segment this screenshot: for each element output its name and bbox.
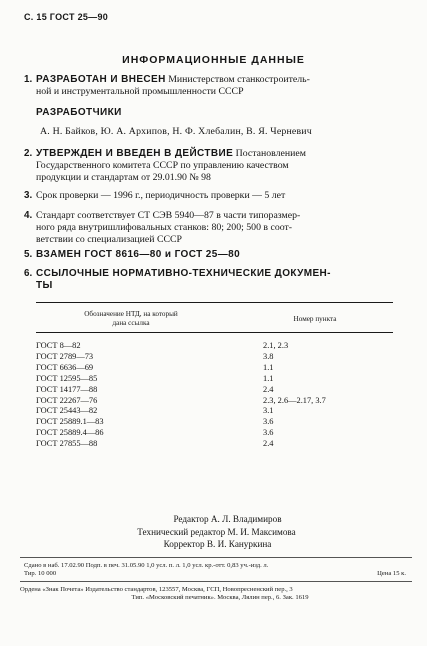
proofreader-line: Корректор В. И. Кануркина <box>163 539 272 549</box>
item-5 <box>24 249 416 261</box>
table-row-clause: 3.6 <box>263 428 274 438</box>
item-1-caps: РАЗРАБОТАН И ВНЕСЕН <box>36 74 166 85</box>
item-6-caps-b: ТЫ <box>36 280 53 292</box>
table-row-doc: ГОСТ 8—82 <box>36 341 81 350</box>
item-3 <box>24 190 416 202</box>
developers-heading: РАЗРАБОТЧИКИ <box>36 107 122 118</box>
table-row-clause: 2.4 <box>263 439 274 449</box>
item-5-number: 5. <box>24 249 33 260</box>
table-top-rule <box>36 302 393 303</box>
table-row-doc: ГОСТ 12595—85 <box>36 373 98 383</box>
signature-block <box>0 513 427 551</box>
publisher-line-2: Тип. «Московский печатник». Москва, Лялин пер., 6. Зак. 1619 <box>131 594 309 602</box>
item-2-number: 2. <box>24 148 33 159</box>
table-header-rule <box>36 332 393 333</box>
item-6-caps-a: ССЫЛОЧНЫЕ НОРМАТИВНО-ТЕХНИЧЕСКИЕ ДОКУМЕН- <box>36 268 331 279</box>
item-1-text-b: ной и инструментальной промышленности СССР <box>36 86 244 98</box>
table-header-doc-line-a: Обозначение НТД, на который <box>84 310 178 318</box>
table-header-doc <box>36 310 226 328</box>
editor-line: Редактор А. Л. Владимиров <box>173 514 282 524</box>
table-row-clause: 2.1, 2.3 <box>263 341 289 350</box>
table-row-doc: ГОСТ 22267—76 <box>36 395 98 405</box>
item-2 <box>24 148 416 185</box>
table-row-clause: 1.1 <box>263 373 274 383</box>
table-row-doc: ГОСТ 14177—88 <box>36 384 98 394</box>
item-2-caps: УТВЕРЖДЕН И ВВЕДЕН В ДЕЙСТВИЕ <box>36 148 234 159</box>
item-2-text-b: Государственного комитета СССР по управлению качеством <box>36 160 289 172</box>
table-row-doc: ГОСТ 25443—82 <box>36 406 98 416</box>
page-title: ИНФОРМАЦИОННЫЕ ДАННЫЕ <box>122 54 305 66</box>
item-1-text-a: Министерством станкостроитель- <box>165 74 310 85</box>
table-row-clause: 2.4 <box>263 384 274 394</box>
table-row-doc: ГОСТ 27855—88 <box>36 439 98 449</box>
item-4 <box>24 210 416 247</box>
item-4-text-a: Стандарт соответствует СТ СЭВ 5940—87 в части типоразмер- <box>36 210 301 221</box>
imprint-block <box>24 562 414 578</box>
item-4-text-c: ветствии со специализацией СССР <box>36 234 182 246</box>
item-6 <box>24 268 416 292</box>
table-row-clause: 3.8 <box>263 351 274 361</box>
item-2-text-a: Постановлением <box>233 148 306 159</box>
item-4-number: 4. <box>24 210 33 221</box>
table-row-clause: 2.3, 2.6—2.17, 3.7 <box>263 395 326 405</box>
imprint-line-1: Сдано в наб. 17.02.90 Подп. в печ. 31.05.90 1,0 усл. п. л. 1,0 усл. кр.-отт. 0,83 уч.-изд. л. <box>24 562 269 569</box>
publisher-line-1: Ордена «Знак Почета» Издательство стандартов, 123557, Москва, ГСП, Новопресненский пер., 3 <box>20 586 293 593</box>
page-header: С. 15 ГОСТ 25—90 <box>24 12 109 22</box>
publisher-block <box>20 586 420 602</box>
item-3-number: 3. <box>24 190 33 201</box>
table-row-doc: ГОСТ 25889.1—83 <box>36 417 104 427</box>
table-row-doc: ГОСТ 6636—69 <box>36 362 94 372</box>
table-header-clause: Номер пункта <box>293 315 337 323</box>
table-row-doc: ГОСТ 2789—73 <box>36 351 94 361</box>
imprint-circulation: Тир. 10 000 <box>24 570 57 578</box>
item-2-text-c: продукции и стандартам от 29.01.90 № 98 <box>36 172 211 184</box>
item-3-text: Срок проверки — 1996 г., периодичность проверки — 5 лет <box>36 190 286 201</box>
publisher-rule <box>20 581 412 582</box>
table-row-doc: ГОСТ 25889.4—86 <box>36 428 104 438</box>
table-row-clause: 1.1 <box>263 362 274 372</box>
item-4-text-b: ного ряда внутришлифовальных станков: 80; 200; 500 в соот- <box>36 222 293 234</box>
item-1-number: 1. <box>24 74 33 85</box>
imprint-line-2 <box>24 570 414 578</box>
table-row-clause: 3.1 <box>263 406 274 416</box>
table-doc-column <box>36 341 206 450</box>
developers-names: А. Н. Байков, Ю. А. Архипов, Н. Ф. Хлебалин, В. Я. Черневич <box>40 126 312 137</box>
table-clause-column <box>263 341 413 450</box>
item-1 <box>24 74 416 98</box>
imprint-price: Цена 15 к. <box>377 570 406 578</box>
item-6-number: 6. <box>24 268 33 279</box>
table-header-doc-line-b: дана ссылка <box>112 319 150 327</box>
imprint-rule <box>20 557 412 558</box>
item-5-caps: ВЗАМЕН ГОСТ 8616—80 и ГОСТ 25—80 <box>36 249 241 260</box>
tech-editor-line: Технический редактор М. И. Максимова <box>137 526 296 537</box>
table-row-clause: 3.6 <box>263 417 274 427</box>
